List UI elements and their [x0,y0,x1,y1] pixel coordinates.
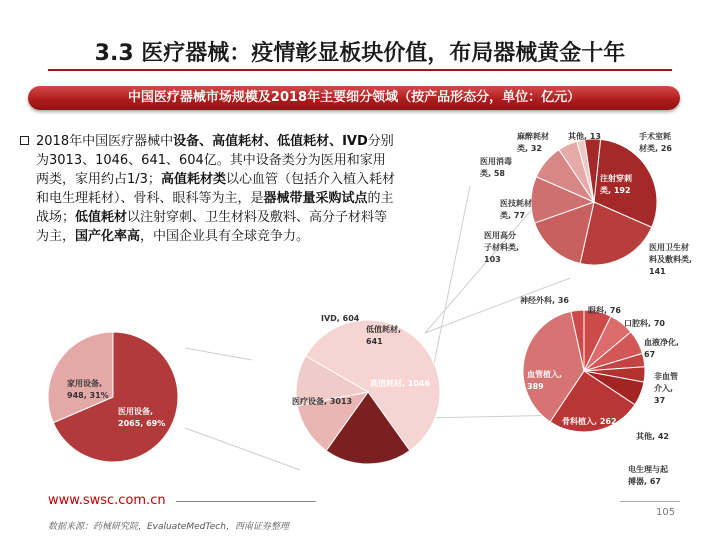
high-value-pie-label: 口腔科, 70 [624,319,665,328]
summary-emphasis: 设备、高值耗材、低值耗材、IVD [173,134,368,149]
summary-part: 分别为3013、1046、641、604亿。其中设备类分为医用和家用两类，家用约占1/3； [36,134,394,187]
summary-emphasis: 低值耗材 [75,210,128,225]
low-value-pie-label: 材类, 26 [639,144,672,153]
low-value-pie-label: 医技耗材 [500,199,532,208]
main-pie-label: 医疗设备, 3013 [292,397,353,406]
summary-emphasis: 国产化率高 [75,229,141,244]
high-value-pie-label: 37 [654,396,666,405]
main-pie-label: 641 [366,337,383,346]
high-value-pie-label: 非血管 [654,372,678,381]
slide-title: 3.3 医疗器械：疫情彰显板块价值，布局器械黄金十年 [94,41,626,66]
high-value-pie-label: 眼科, 76 [588,306,621,315]
low-value-pie-label: 103 [484,255,501,264]
footer-divider-right [620,501,680,502]
summary-emphasis: 高值耗材类 [160,172,226,187]
footer-url[interactable]: www.swsc.com.cn [48,493,166,508]
page-number: 105 [656,507,676,518]
low-value-pie-label: 医用消毒 [480,157,512,166]
low-value-pie-label: 医用高分 [484,231,516,240]
low-value-pie-label: 子材料类, [484,243,520,252]
summary-part: 的主战场； [36,191,394,225]
low-value-pie-label: 麻醉耗材 [517,132,549,141]
high-value-pie-label: 搏器, 67 [628,477,661,486]
low-value-pie-label: 类, 192 [600,186,631,195]
main-pie-label: IVD, 604 [321,314,360,323]
low-value-pie-label: 医用卫生材 [649,243,689,252]
low-value-pie-label: 类, 58 [480,169,505,178]
main-pie-label: 高值耗材, 1046 [370,379,431,388]
high-value-pie-label: 389 [527,382,544,391]
high-value-pie-label: 血液净化, [644,338,680,347]
equipment-pie-label: 948, 31% [67,391,109,400]
summary-part: ，中国企业具有全球竞争力。 [140,229,310,244]
low-value-pie-label: 注射穿刺 [600,174,632,183]
main-pie-label: 低值耗材, [366,325,402,334]
low-value-pie-label: 141 [649,267,666,276]
footer-divider [176,501,316,502]
chart-subtitle-banner: 中国医疗器械市场规模及2018年主要细分领域（按产品形态分，单位：亿元） [28,86,680,110]
source-note: 数据来源：药械研究院，EvaluateMedTech，西南证券整理 [48,522,289,532]
summary-part: 以注射穿刺、卫生材料及敷料、高分子材料等为主， [36,210,388,244]
equipment-pie-label: 医用设备, [118,407,154,416]
high-value-pie-label: 骨科植入, 262 [562,417,617,426]
high-value-pie-label: 神经外科, 36 [520,296,569,305]
low-value-pie-label: 手术室耗 [639,132,671,141]
high-value-pie-label: 电生理与起 [628,465,668,474]
low-value-pie-label: 类, 32 [517,144,542,153]
high-value-pie-label: 67 [644,350,656,359]
high-value-pie-label: 其他, 42 [636,432,669,441]
summary-part: 2018年中国医疗器械中 [36,134,174,149]
summary-emphasis: 器械带量采购试点 [263,191,368,206]
low-value-pie-label: 其他, 13 [568,132,601,141]
high-value-pie-label: 血管植入, [527,370,563,379]
summary-part: 以心血管（包括介入植入耗材和电生理耗材）、骨科、眼科等为主，是 [36,172,395,206]
high-value-pie-label: 介入, [654,384,674,393]
equipment-pie-label: 2065, 69% [118,419,166,428]
low-value-pie-label: 料及敷料类, [649,255,693,264]
low-value-pie-label: 类, 77 [500,211,525,220]
equipment-pie-label: 家用设备, [67,379,103,388]
